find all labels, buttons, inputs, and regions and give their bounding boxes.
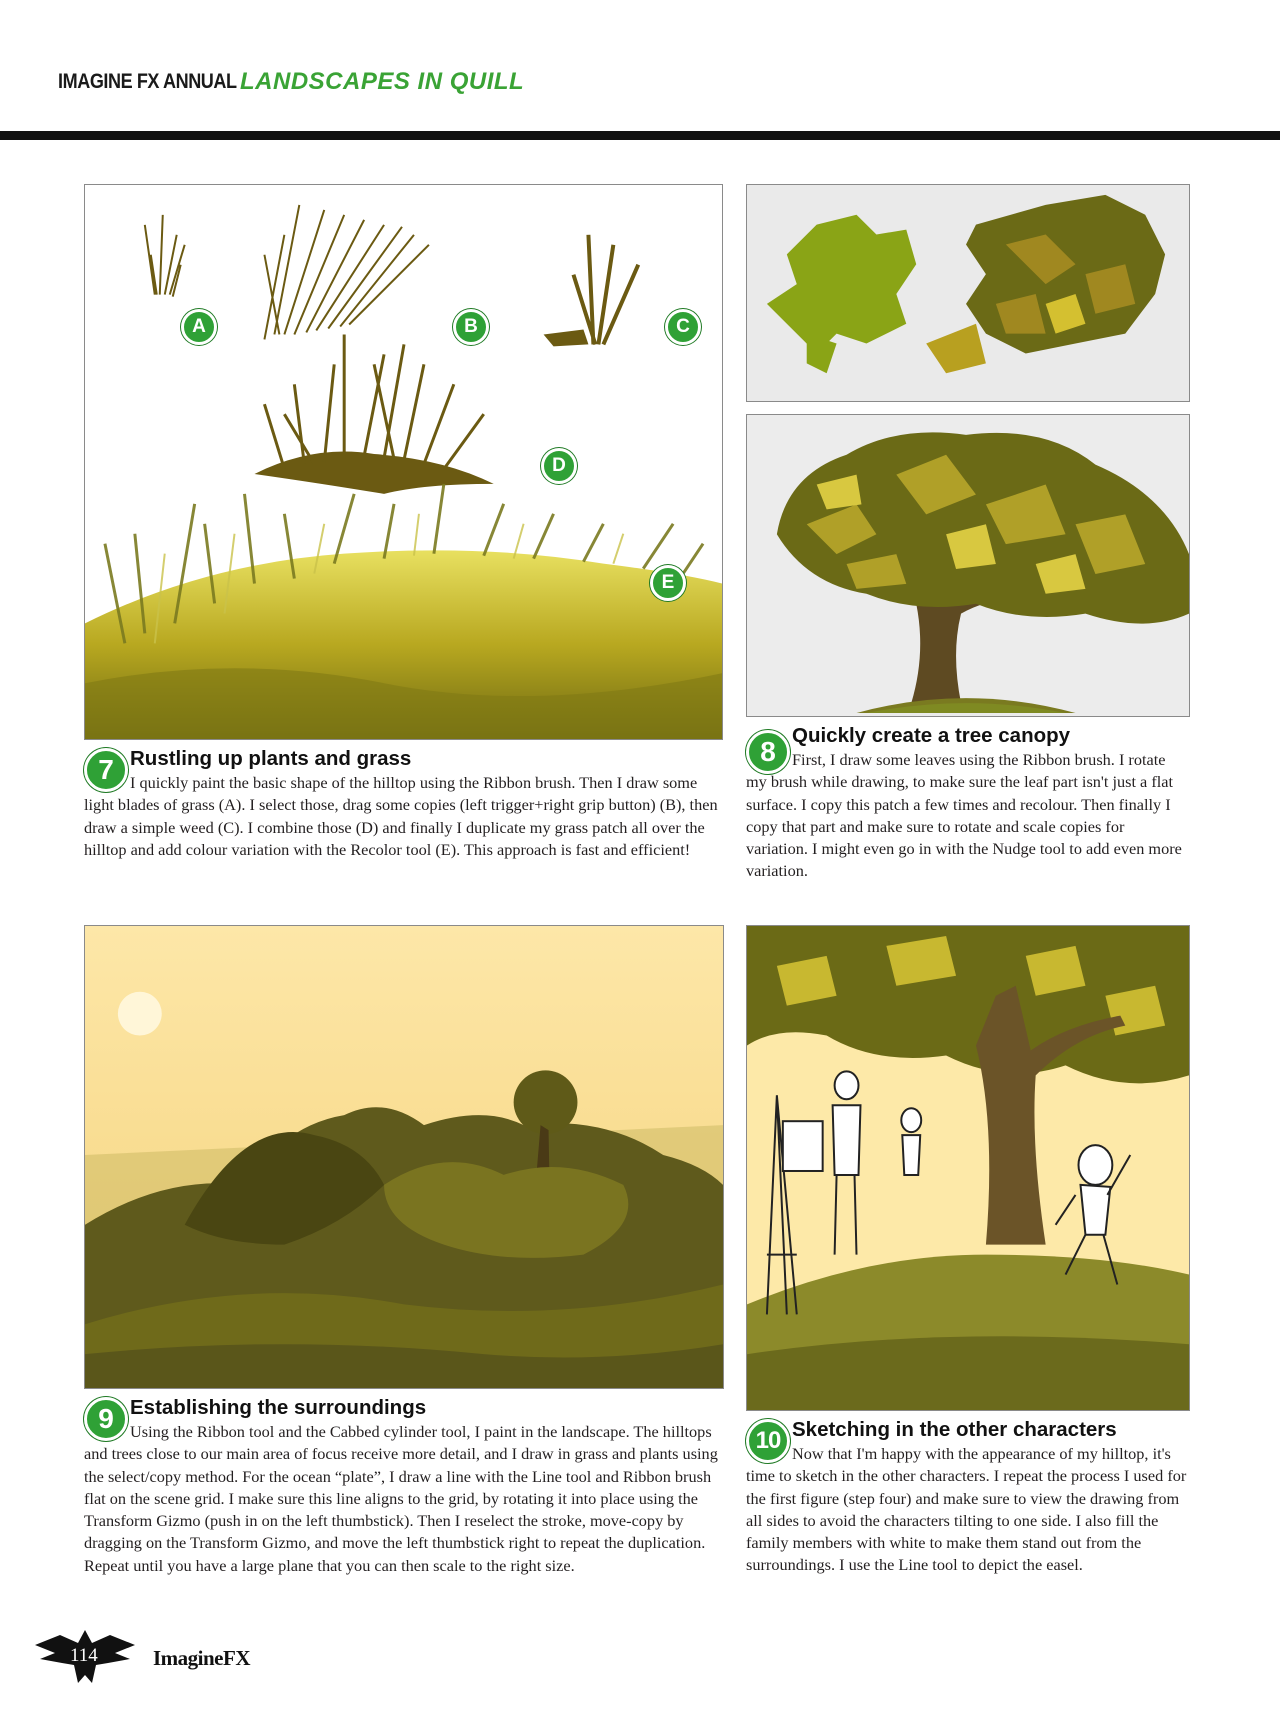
step-7-title: Rustling up plants and grass xyxy=(130,747,412,770)
step-7-number: 7 xyxy=(84,748,128,792)
header-rule xyxy=(0,131,1280,140)
figure-10-characters-illustration xyxy=(746,925,1190,1411)
step-10-number: 10 xyxy=(746,1419,790,1463)
figure-8-tree-illustration xyxy=(746,414,1190,717)
step-8-title: Quickly create a tree canopy xyxy=(792,724,1071,747)
section-title: LANDSCAPES IN QUILL xyxy=(240,68,525,95)
step-9-number: 9 xyxy=(84,1397,128,1441)
step-7-body: I quickly paint the basic shape of the hilltop using the Ribbon brush. Then I draw some light blades of grass (A). I select those, drag some copies (left trigger+right grip button) (B), then draw a simple weed (C). I combine those (D) and finally I duplicate my grass patch all over the hilltop and add colour variation with the Recolor tool (E). This approach is fast and efficient! xyxy=(84,773,718,859)
step-9-body: Using the Ribbon tool and the Cabbed cylinder tool, I paint in the landscape. The hilltops and trees close to our main area of focus receive more detail, and I draw in grass and plants using the select/copy method. For the ocean “plate”, I draw a line with the Line tool and Ribbon brush flat on the scene grid. I make sure this line aligns to the grid, by rotating it into place using the Transform Gizmo (push in on the left thumbstick). Then I reselect the stroke, move-copy by dragging on the Transform Gizmo, and move the left thumbstick right to repeat the duplication. Repeat until you have a large plane that you can then scale to the right size. xyxy=(84,1422,718,1575)
step-10-body: Now that I'm happy with the appearance of my hilltop, it's time to sketch in the other characters. I repeat the process I used for the first figure (step four) and make sure to view the drawing from all sides to avoid the characters tilting to one side. I also fill the family members with white to make them stand out from the surroundings. I use the Line tool to depict the easel. xyxy=(746,1444,1187,1575)
page-number: 114 xyxy=(70,1645,98,1666)
marker-e: E xyxy=(650,565,686,601)
marker-c: C xyxy=(665,309,701,345)
figure-7-grass-illustration xyxy=(84,184,723,740)
figure-8-leaf-patches xyxy=(746,184,1190,402)
step-9-title: Establishing the surroundings xyxy=(130,1396,427,1419)
figure-9-landscape-illustration xyxy=(84,925,724,1389)
marker-a: A xyxy=(181,309,217,345)
step-10-title: Sketching in the other characters xyxy=(792,1418,1117,1441)
brand-logo: ImagineFX xyxy=(153,1646,250,1670)
marker-d: D xyxy=(541,448,577,484)
publication-title: IMAGINE FX ANNUAL xyxy=(58,70,237,93)
step-8-body: First, I draw some leaves using the Ribbon brush. I rotate my brush while drawing, to make sure the leaf part isn't just a flat surface. I copy this patch a few times and recolour. Then finally I copy that part and make sure to rotate and scale copies for variation. I might even go in with the Nudge tool to add even more variation. xyxy=(746,750,1182,881)
step-8-number: 8 xyxy=(746,730,790,774)
marker-b: B xyxy=(453,309,489,345)
